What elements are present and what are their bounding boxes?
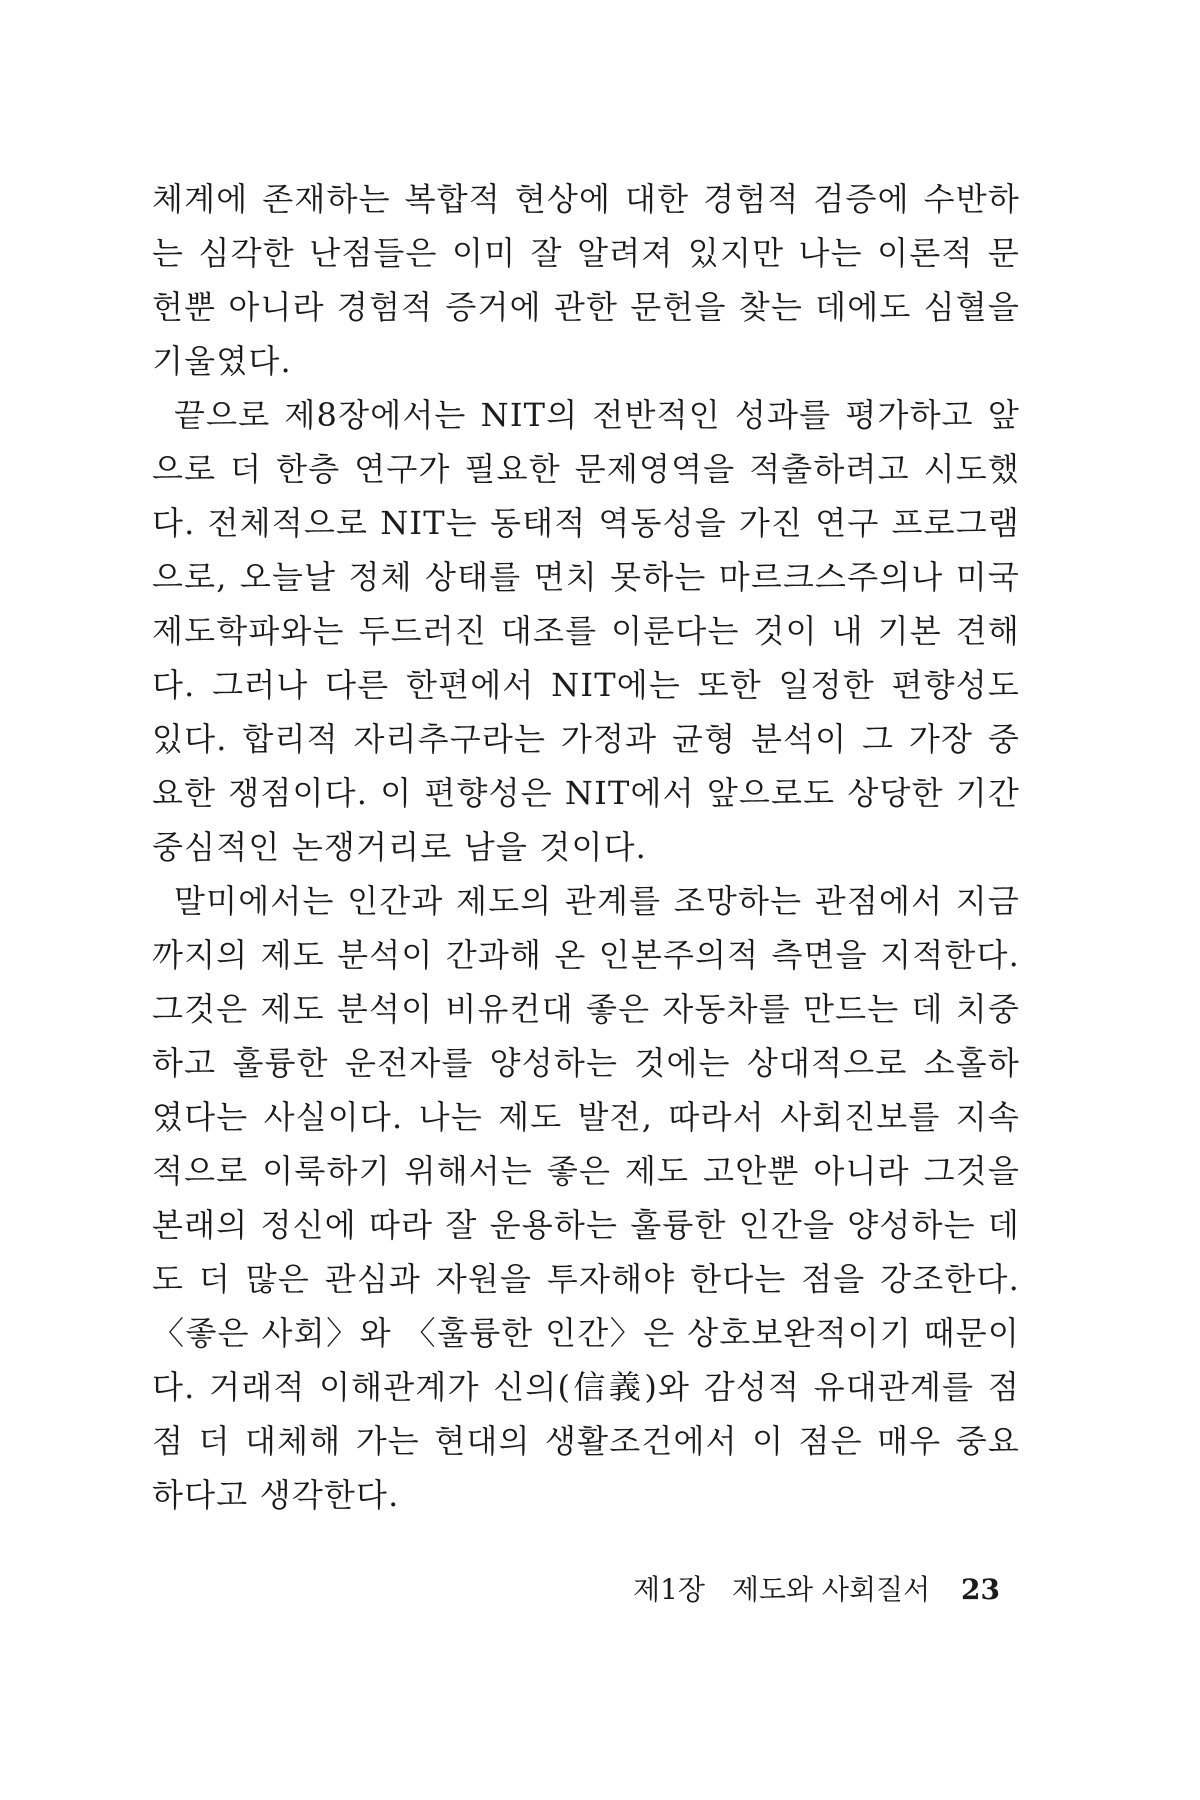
chapter-label: 제1장	[633, 1573, 705, 1606]
paragraph-2: 끝으로 제8장에서는 NIT의 전반적인 성과를 평가하고 앞으로 더 한층 연구가 필요한 문제영역을 적출하려고 시도했다. 전체적으로 NIT는 동태적 역동성을 가진 연구 프로그램으로, 오늘날 정체 상태를 면치 못하는 마르크스주의나 미국 제도학파와는 두드러진 대조를 이룬다는 것이 내 기본 견해다. 그러나 다른 한편에서 NIT에는 또한 일정한 편향성도 있다. 합리적 자리추구라는 가정과 균형 분석이 그 가장 중요한 쟁점이다. 이 편향성은 NIT에서 앞으로도 상당한 기간 중심적인 논쟁거리로 남을 것이다.	[152, 396, 1020, 866]
body-text	[152, 172, 1020, 1522]
paragraph-1: 체계에 존재하는 복합적 현상에 대한 경험적 검증에 수반하는 심각한 난점들은 이미 잘 알려져 있지만 나는 이론적 문헌뿐 아니라 경험적 증거에 관한 문헌을 찾는 데에도 심혈을 기울였다.	[152, 180, 1020, 380]
paragraph-3: 말미에서는 인간과 제도의 관계를 조망하는 관점에서 지금까지의 제도 분석이 간과해 온 인본주의적 측면을 지적한다. 그것은 제도 분석이 비유컨대 좋은 자동차를 만드는 데 치중하고 훌륭한 운전자를 양성하는 것에는 상대적으로 소홀하였다는 사실이다. 나는 제도 발전, 따라서 사회진보를 지속적으로 이룩하기 위해서는 좋은 제도 고안뿐 아니라 그것을 본래의 정신에 따라 잘 운용하는 훌륭한 인간을 양성하는 데도 더 많은 관심과 자원을 투자해야 한다는 점을 강조한다. 〈좋은 사회〉와 〈훌륭한 인간〉은 상호보완적이기 때문이다. 거래적 이해관계가 신의(信義)와 감성적 유대관계를 점점 더 대체해 가는 현대의 생활조건에서 이 점은 매우 중요하다고 생각한다.	[152, 882, 1020, 1514]
running-footer	[633, 1568, 1000, 1608]
chapter-title: 제도와 사회질서	[731, 1573, 931, 1606]
page-number: 23	[961, 1573, 1000, 1606]
